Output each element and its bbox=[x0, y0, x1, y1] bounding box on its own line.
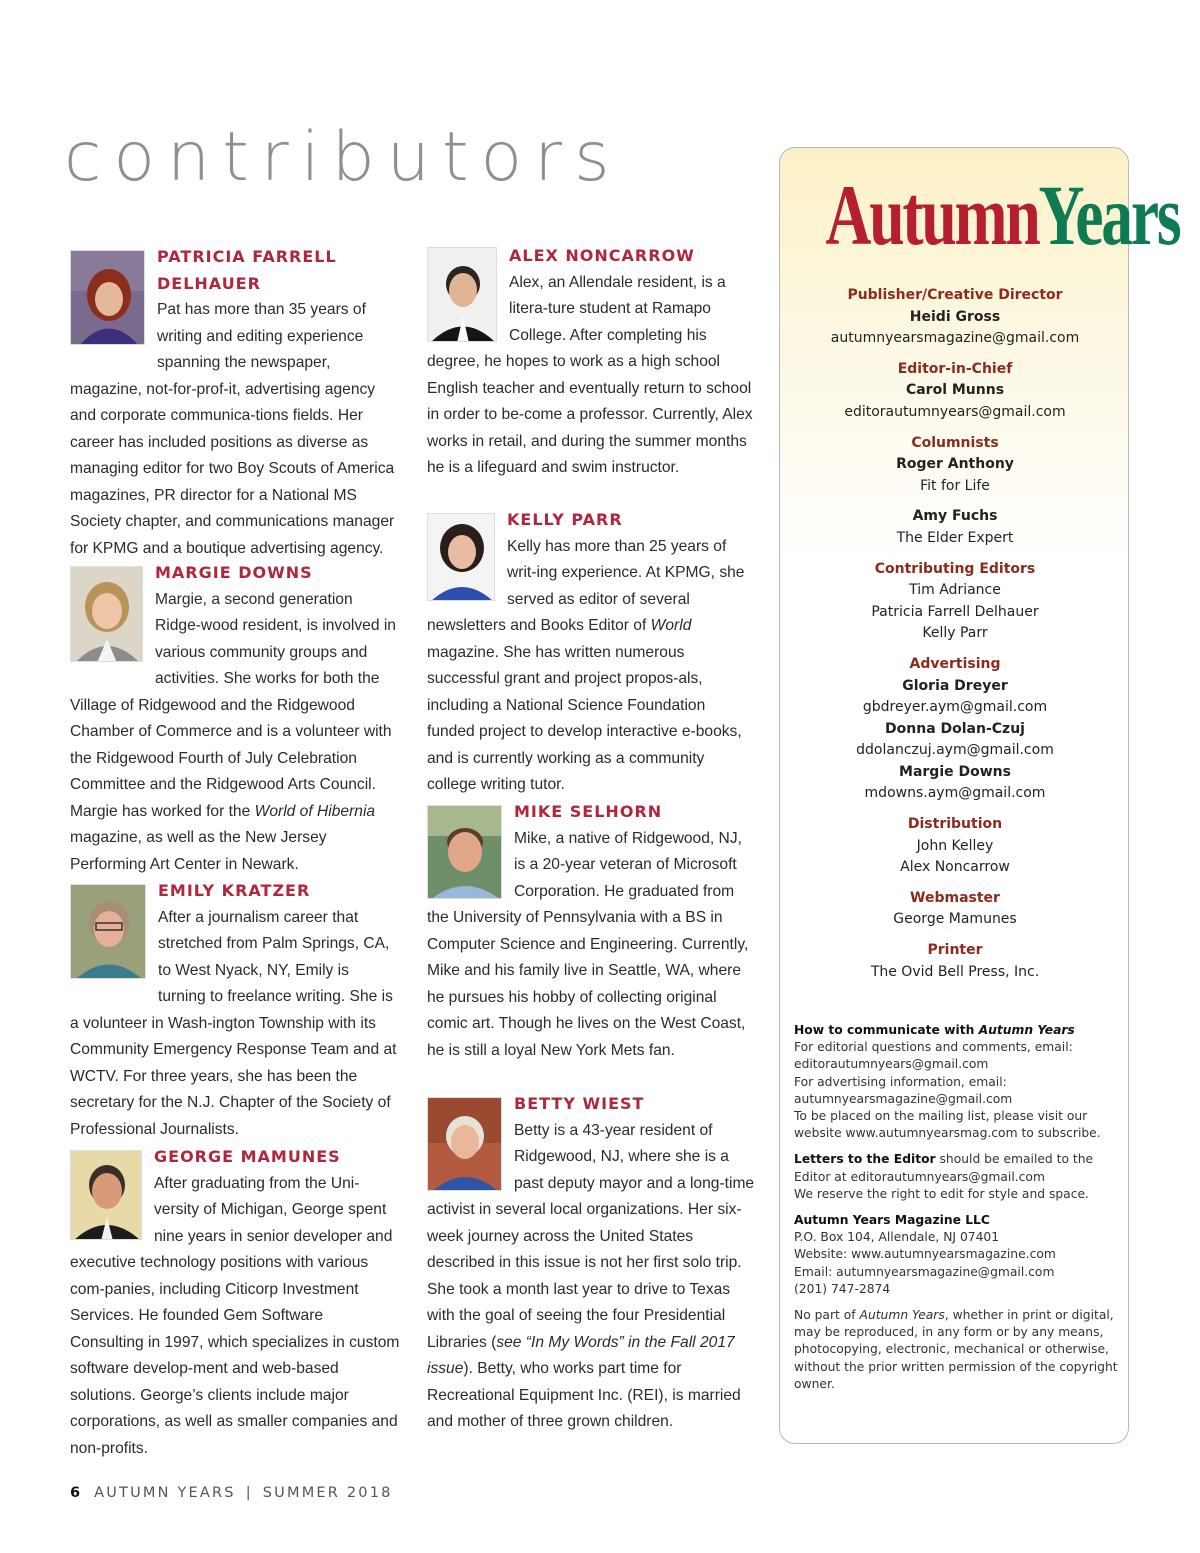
masthead-group bbox=[780, 940, 1130, 983]
masthead-role: Advertising bbox=[909, 655, 1001, 672]
contributor-name: PATRICIA FARRELL bbox=[157, 247, 337, 266]
magazine-logo bbox=[825, 167, 1180, 263]
contributor-name: KELLY PARR bbox=[507, 510, 623, 529]
contributor-name-cont: DELHAUER bbox=[157, 273, 261, 293]
headshot-photo bbox=[70, 1150, 142, 1240]
communicate-block bbox=[794, 1022, 1122, 1142]
bio-text-italic: World bbox=[650, 617, 692, 634]
footer-separator: | bbox=[245, 1485, 253, 1501]
masthead-name: George Mamunes bbox=[893, 911, 1017, 928]
info-line: autumnyearsmagazine@gmail.com bbox=[794, 1091, 1013, 1106]
contributor-name: ALEX NONCARROW bbox=[509, 246, 695, 265]
bio-text-part: Kelly has more than 25 years of writ-ing experience. At KPMG, she served as editor of several newsletters and Books Editor of bbox=[427, 537, 745, 634]
masthead-group bbox=[780, 814, 1130, 879]
headshot-photo bbox=[427, 513, 495, 601]
contributor-name: MARGIE DOWNS bbox=[155, 563, 313, 582]
contributor-bio-betty bbox=[427, 1091, 757, 1436]
bio-text-part: Betty is a 43-year resident of Ridgewood, NJ, where she is a past deputy mayor and a long-time activist in several local organizations. Her six-week journey across the United States described in this issue is not her first solo trip. She took a month last year to drive to Texas with the goal of seeing the four Presidential Libraries ( bbox=[427, 1121, 755, 1351]
contributor-bio-text: After a journalism career that stretched from Palm Springs, CA, to West Nyack, NY, Emily is turning to freelance writing. She is a volunteer in Wash-ington Township with its Community Emergency Response Team and at WCTV. For three years, she has been the secretary for the N.J. Chapter of the Society of Professional Journalists. bbox=[70, 908, 397, 1138]
contributor-bio-text: After graduating from the Uni-versity of Michigan, George spent nine years in senior developer and executive technology positions with various com-panies, including Citicorp Investment Services. He founded Gem Software Consulting in 1997, which specializes in custom software develop-ment and web-based solutions. George’s clients include major corporations, as well as smaller companies and non-profits. bbox=[70, 1174, 400, 1457]
masthead-name: Gloria Dreyer bbox=[902, 677, 1008, 694]
bio-text-part: magazine, as well as the New Jersey Performing Art Center in Newark. bbox=[70, 829, 327, 873]
letters-block bbox=[794, 1151, 1122, 1203]
masthead-group bbox=[780, 888, 1130, 931]
contributor-name: MIKE SELHORN bbox=[514, 802, 663, 821]
page-footer bbox=[70, 1485, 393, 1501]
masthead-email: editorautumnyears@gmail.com bbox=[844, 403, 1066, 420]
masthead-list bbox=[780, 285, 1130, 992]
info-line: , whether in print or digital, may be reproduced, in any form or by any means, photocopying, electronic, mechanical or otherwise, without the prior written permission of the copyright owner. bbox=[794, 1308, 1118, 1391]
info-italic: Autumn Years bbox=[859, 1308, 945, 1323]
contributor-name: BETTY WIEST bbox=[514, 1094, 645, 1113]
bio-text-italic: World of Hibernia bbox=[254, 802, 376, 820]
bio-text-italic: see “In My Words” in the Fall 2017 issue bbox=[427, 1333, 735, 1377]
contact-info bbox=[794, 1022, 1122, 1402]
headshot-photo bbox=[427, 805, 502, 899]
masthead-email: autumnyearsmagazine@gmail.com bbox=[830, 330, 1080, 347]
contributor-name: GEORGE MAMUNES bbox=[154, 1147, 341, 1166]
bio-text-part: Margie, a second generation Ridge-wood resident, is involved in various community groups and activities. She works for both the Village of Ridgewood and the Ridgewood Chamber of Commerce and is a volunteer with the Ridgewood Fourth of July Celebration Committee and the Ridgewood Arts Council. Margie has worked for the bbox=[70, 590, 396, 820]
masthead-name: Roger Anthony bbox=[896, 456, 1014, 473]
masthead-spacer bbox=[780, 497, 1130, 506]
contributors-column-right bbox=[427, 243, 757, 1436]
bio-text-part: ). Betty, who works part time for Recreational Equipment Inc. (REI), is married and mother of three grown children. bbox=[427, 1360, 741, 1430]
communicate-heading bbox=[794, 1022, 1122, 1039]
heading-text: How to communicate with bbox=[794, 1023, 979, 1037]
contributor-bio-patricia bbox=[70, 244, 400, 560]
logo-word-years: Years bbox=[1038, 167, 1180, 263]
masthead-group bbox=[780, 433, 1130, 550]
contributor-name: EMILY KRATZER bbox=[158, 881, 311, 900]
logo-word-autumn: Autumn bbox=[825, 167, 1039, 263]
masthead-email: ddolanczuj.aym@gmail.com bbox=[856, 742, 1054, 759]
masthead-role: Distribution bbox=[907, 816, 1003, 833]
masthead-name: Alex Noncarrow bbox=[900, 859, 1010, 876]
info-line: editorautumnyears@gmail.com bbox=[794, 1057, 989, 1072]
info-line: should be emailed to the Editor at editorautumnyears@gmail.com bbox=[794, 1152, 1094, 1184]
contributor-bio-alex bbox=[427, 243, 757, 507]
masthead-group bbox=[780, 359, 1130, 424]
masthead-role: Editor-in-Chief bbox=[897, 360, 1013, 377]
masthead-role: Columnists bbox=[911, 434, 999, 451]
info-line: Website: www.autumnyearsmagazine.com bbox=[794, 1247, 1056, 1262]
masthead-group bbox=[780, 654, 1130, 805]
contributor-bio-emily bbox=[70, 878, 400, 1144]
llc-heading: Autumn Years Magazine LLC bbox=[794, 1213, 990, 1228]
letters-heading: Letters to the Editor bbox=[794, 1152, 936, 1167]
contributor-bio-text: Pat has more than 35 years of writing and editing experience spanning the newspaper, magazine, not-for-prof-it, advertising agency and corporate communica-tions fields. Her career has included positions as diverse as managing editor for two Boy Scouts of America magazines, PR director for a National MS Society chapter, and communications manager for KPMG and a boutique advertising agency. bbox=[70, 301, 395, 557]
footer-issue: SUMMER 2018 bbox=[262, 1485, 393, 1501]
headshot-photo bbox=[427, 1097, 502, 1191]
info-line: To be placed on the mailing list, please visit our website www.autumnyearsmag.com to subscribe. bbox=[794, 1109, 1101, 1141]
llc-block bbox=[794, 1212, 1122, 1298]
copyright-block bbox=[794, 1307, 1122, 1393]
letters-text bbox=[794, 1151, 1122, 1185]
masthead-group bbox=[780, 559, 1130, 645]
info-line: (201) 747-2874 bbox=[794, 1281, 891, 1296]
masthead-name: The Elder Expert bbox=[896, 529, 1014, 546]
info-line: For advertising information, email: bbox=[794, 1074, 1007, 1089]
info-line: We reserve the right to edit for style and space. bbox=[794, 1186, 1089, 1201]
masthead-name: Kelly Parr bbox=[922, 625, 988, 642]
masthead-name: John Kelley bbox=[916, 837, 994, 854]
contributor-bio-george bbox=[70, 1144, 400, 1462]
masthead-role: Contributing Editors bbox=[874, 560, 1036, 577]
page-number: 6 bbox=[70, 1485, 81, 1501]
masthead-email: gbdreyer.aym@gmail.com bbox=[862, 699, 1048, 716]
masthead-role: Webmaster bbox=[910, 889, 1000, 906]
heading-italic: Autumn Years bbox=[978, 1023, 1075, 1037]
masthead-sidebar bbox=[779, 147, 1180, 1444]
info-line: P.O. Box 104, Allendale, NJ 07401 bbox=[794, 1230, 1000, 1245]
contributor-bio-kelly bbox=[427, 507, 757, 799]
masthead-name: The Ovid Bell Press, Inc. bbox=[870, 963, 1040, 980]
masthead-email: mdowns.aym@gmail.com bbox=[864, 785, 1046, 802]
headshot-photo bbox=[427, 247, 497, 342]
contributor-bio-margie bbox=[70, 560, 400, 878]
masthead-name: Carol Munns bbox=[905, 382, 1005, 399]
masthead-name: Donna Dolan-Czuj bbox=[885, 720, 1025, 737]
masthead-name: Margie Downs bbox=[899, 763, 1011, 780]
contributor-bio-text: Alex, an Allendale resident, is a litera-ture student at Ramapo College. After completing his degree, he hopes to work as a high school English teacher and eventually return to school in order to be-come a professor. Currently, Alex works in retail, and during the summer months he is a lifeguard and swim instructor. bbox=[427, 273, 753, 476]
headshot-photo bbox=[70, 250, 145, 345]
footer-publication: AUTUMN YEARS bbox=[94, 1485, 236, 1501]
contributors-column-left bbox=[70, 244, 400, 1462]
masthead-group bbox=[780, 285, 1130, 350]
page-title: contributors bbox=[64, 118, 622, 197]
headshot-photo bbox=[70, 566, 143, 662]
masthead-name: Tim Adriance bbox=[909, 582, 1001, 599]
info-line: Email: autumnyearsmagazine@gmail.com bbox=[794, 1264, 1055, 1279]
masthead-name: Heidi Gross bbox=[909, 308, 1001, 325]
masthead-name: Amy Fuchs bbox=[912, 508, 998, 525]
info-line: No part of bbox=[794, 1308, 860, 1323]
bio-text-part: magazine. She has written numerous successful grant and project propos-als, including a National Science Foundation funded project to develop interactive e-books, and is currently working as a community college writing tutor. bbox=[427, 643, 742, 793]
masthead-role: Printer bbox=[927, 942, 983, 959]
info-line: For editorial questions and comments, email: bbox=[794, 1040, 1073, 1055]
masthead-role: Publisher/Creative Director bbox=[847, 287, 1063, 303]
headshot-photo bbox=[70, 884, 146, 979]
contributor-bio-text: Mike, a native of Ridgewood, NJ, is a 20-year veteran of Microsoft Corporation. He graduated from the University of Pennsylvania with a BS in Computer Science and Engineering. Currently, Mike and his family live in Seattle, WA, where he pursues his hobby of collecting original comic art. Though he lives on the West Coast, he is still a loyal New York Mets fan. bbox=[427, 829, 749, 1059]
contributor-bio-mike bbox=[427, 799, 757, 1091]
masthead-name: Patricia Farrell Delhauer bbox=[871, 603, 1039, 620]
masthead-name: Fit for Life bbox=[920, 477, 990, 494]
